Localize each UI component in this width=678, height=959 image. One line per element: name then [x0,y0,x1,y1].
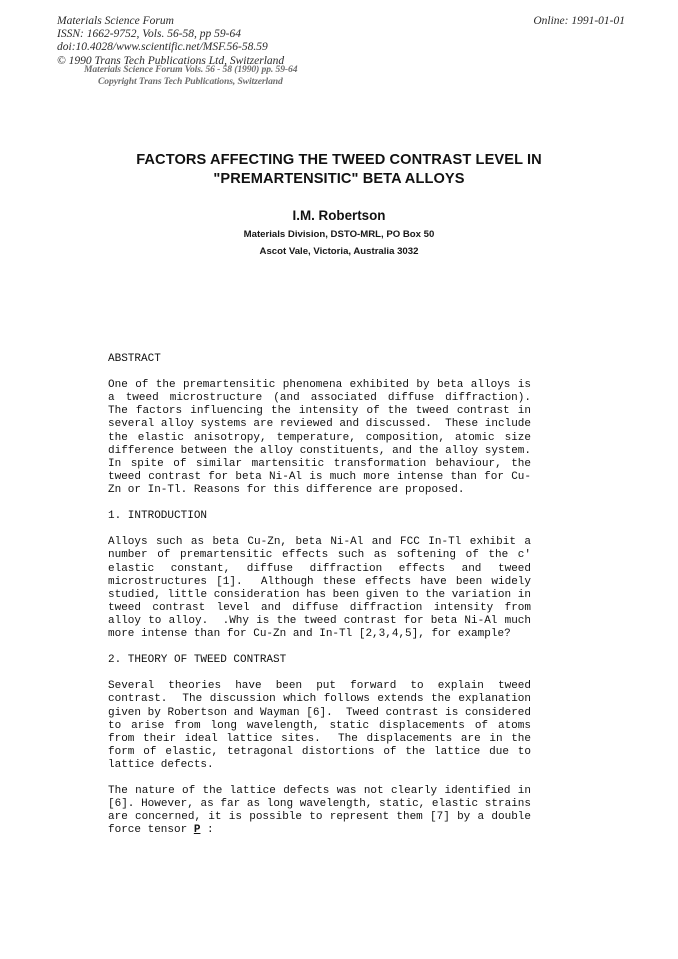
theory-paragraph-2-text: The nature of the lattice defects was not clearly identified in [6]. However, as far as long wavelength, static, elastic strains are concerned, it is possible to represent them [7] by a double force tensor [108,785,538,837]
scan-stamp-volume-line: Materials Science Forum Vols. 56 - 58 (1990) pp. 59-64 [84,64,298,75]
scan-stamp [84,64,297,87]
spacer [108,667,531,680]
spacer [108,497,531,510]
theory-heading: 2. THEORY OF TWEED CONTRAST [108,654,287,667]
copyright-line: © 1990 Trans Tech Publications Ltd, Switzerland [57,54,285,67]
spacer [108,523,531,536]
affiliation-line-1: Materials Division, DSTO-MRL, PO Box 50 [243,229,435,240]
spacer [108,641,531,654]
title-block [0,151,678,258]
title-line-1: FACTORS AFFECTING THE TWEED CONTRAST LEVEL IN [136,152,542,168]
doi-line: doi:10.4028/www.scientific.net/MSF.56-58.59 [57,41,268,54]
spacer [108,772,531,785]
abstract-heading: ABSTRACT [108,353,161,365]
theory-paragraph-2 [108,785,538,837]
body-column [108,353,545,837]
theory-paragraph-1: Several theories have been put forward to explain tweed contrast. The discussion which follows extends the explanation given by Robertson and Wayman [6]. Tweed contrast is considered to arise from long wavelength, static displacements of atoms from their ideal lattice sites. The displacements are in the form of elastic, tetragonal distortions of the lattice due to lattice defects. [108,680,538,771]
affiliation-line-2: Ascot Vale, Victoria, Australia 3032 [259,246,419,258]
theory-paragraph-2-suffix: : [200,824,214,837]
introduction-heading: 1. INTRODUCTION [108,510,208,523]
introduction-paragraph: Alloys such as beta Cu-Zn, beta Ni-Al and FCC In-Tl exhibit a number of premartensitic effects such as softening of the c' elastic constant, diffuse diffraction effects and tweed microstructures [1]. Although these effects have been widely studied, little consideration has been given to the variation in tweed contrast level and diffuse diffraction intensity from alloy to alloy. .Why is the tweed contrast for beta Ni-Al much more intense than for Cu-Zn and In-Tl [2,3,4,5], for example? [108,536,538,640]
spacer [108,366,531,379]
abstract-paragraph: One of the premartensitic phenomena exhibited by beta alloys is a tweed microstructure (and associated diffuse diffraction). The factors influencing the intensity of the tweed contrast in several alloy systems are reviewed and discussed. These include the elastic anisotropy, temperature, composition, atomic size difference between the alloy constituents, and the alloy system. In spite of similar martensitic transformation behaviour, the tweed contrast for beta Ni-Al is much more intense than for Cu-Zn or In-Tl. Reasons for this difference are proposed. [108,379,545,496]
online-date: Online: 1991-01-01 [533,15,625,27]
issn-line: ISSN: 1662-9752, Vols. 56-58, pp 59-64 [57,28,241,41]
double-force-tensor-symbol: P [193,824,201,837]
publisher-header [57,15,625,68]
journal-name: Materials Science Forum [57,15,174,27]
title-line-2: "PREMARTENSITIC" BETA ALLOYS [213,171,465,187]
scan-stamp-copyright-line: Copyright Trans Tech Publications, Switzerland [98,75,283,87]
author-name: I.M. Robertson [292,208,386,223]
page-title [0,151,678,189]
